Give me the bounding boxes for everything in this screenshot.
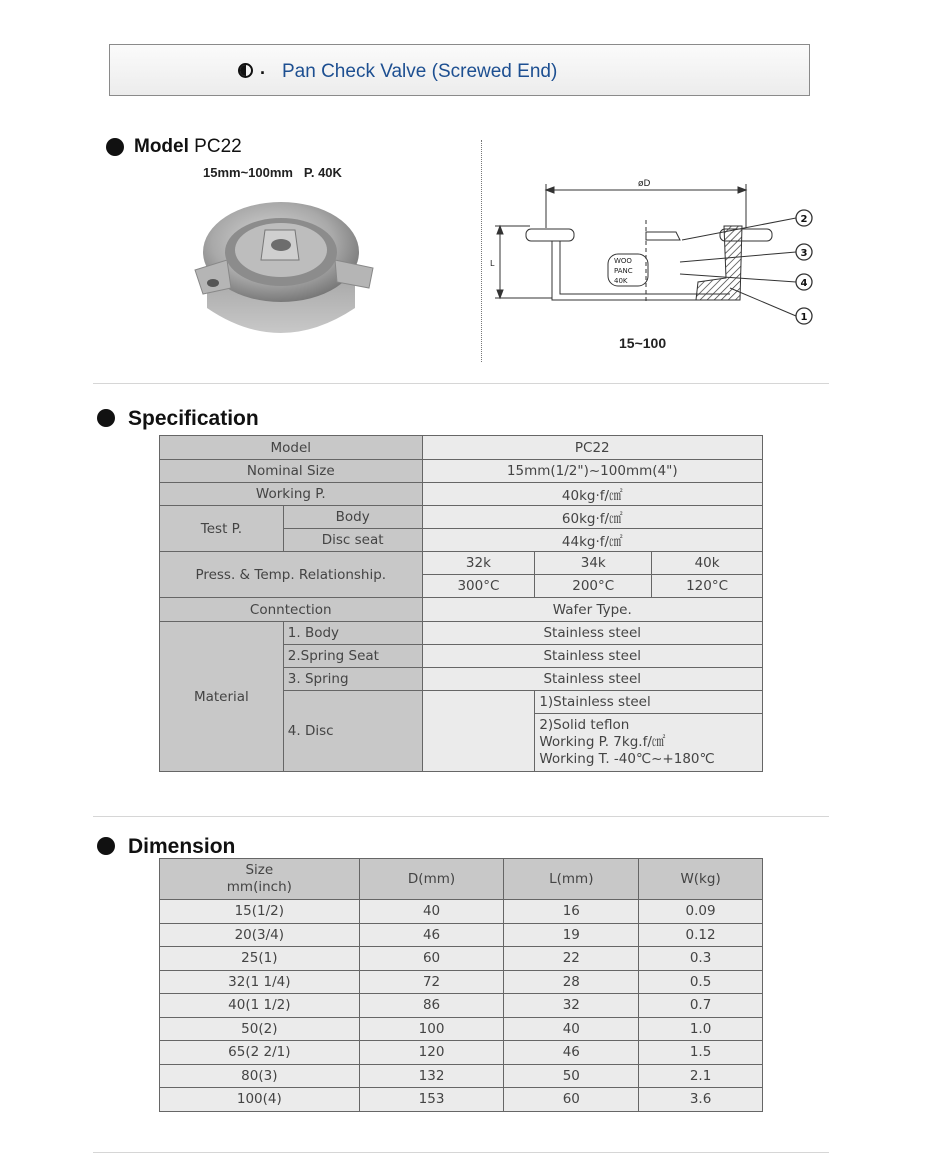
spec-working-p-value: 40kg·f/㎠ [422, 483, 762, 506]
spec-pressure-3: 40k [652, 552, 763, 575]
spec-connection-value: Wafer Type. [422, 598, 762, 622]
spec-material-body-label: 1. Body [283, 622, 422, 645]
dim-cell-l: 40 [504, 1017, 639, 1041]
dim-cell-size: 100(4) [160, 1088, 360, 1112]
spec-material-disc-blank [422, 691, 535, 772]
table-row [160, 900, 763, 924]
dim-cell-w: 2.1 [639, 1064, 763, 1088]
disc-option-2-line-2: Working P. 7kg.f/㎠ [539, 734, 666, 750]
table-row [160, 923, 763, 947]
dim-cell-w: 1.0 [639, 1017, 763, 1041]
spec-material-spring-seat-label: 2.Spring Seat [283, 645, 422, 668]
table-header-row [160, 859, 763, 900]
model-label: Model [134, 136, 189, 157]
bullet-icon [106, 138, 124, 156]
dim-cell-d: 72 [359, 970, 504, 994]
dim-cell-l: 32 [504, 994, 639, 1018]
callout-1: 1 [800, 312, 808, 323]
spec-material-spring-value: Stainless steel [422, 668, 762, 691]
bullet-icon [97, 837, 115, 855]
dim-cell-size: 15(1/2) [160, 900, 360, 924]
banner-prefix: . [260, 58, 266, 78]
table-row [160, 552, 763, 575]
valve-photo [185, 190, 385, 350]
dimension-table-body [160, 900, 763, 1112]
spec-disc-option-2 [535, 714, 763, 772]
dim-cell-w: 3.6 [639, 1088, 763, 1112]
dim-cell-size: 20(3/4) [160, 923, 360, 947]
dim-header-size [160, 859, 360, 900]
specification-table [159, 435, 763, 772]
dim-cell-w: 1.5 [639, 1041, 763, 1065]
dim-cell-d: 100 [359, 1017, 504, 1041]
table-row [160, 1017, 763, 1041]
dim-header-d: D(mm) [359, 859, 504, 900]
dim-cell-l: 50 [504, 1064, 639, 1088]
spec-test-body-value: 60kg·f/㎠ [422, 506, 762, 529]
dim-cell-w: 0.12 [639, 923, 763, 947]
dim-cell-w: 0.3 [639, 947, 763, 971]
dim-cell-size: 25(1) [160, 947, 360, 971]
dim-cell-d: 153 [359, 1088, 504, 1112]
bullet-icon [97, 409, 115, 427]
dim-l-label: L [490, 259, 495, 268]
valve-drawing [490, 170, 830, 360]
callout-4: 4 [800, 278, 808, 289]
spec-test-p-label: Test P. [160, 506, 284, 552]
spec-model-label: Model [160, 436, 423, 460]
dim-cell-d: 60 [359, 947, 504, 971]
dim-cell-l: 60 [504, 1088, 639, 1112]
spec-material-label: Material [160, 622, 284, 772]
spec-nominal-size-label: Nominal Size [160, 460, 423, 483]
model-pressure: P. 40K [303, 165, 342, 180]
spec-test-disc-value: 44kg·f/㎠ [422, 529, 762, 552]
table-row [160, 483, 763, 506]
model-subtitle [203, 165, 342, 180]
dim-cell-d: 46 [359, 923, 504, 947]
dim-cell-size: 50(2) [160, 1017, 360, 1041]
table-row [160, 994, 763, 1018]
spec-test-disc-label: Disc seat [283, 529, 422, 552]
table-row [160, 970, 763, 994]
spec-model-value: PC22 [422, 436, 762, 460]
table-row [160, 1041, 763, 1065]
spec-pressure-2: 34k [535, 552, 652, 575]
dim-cell-w: 0.5 [639, 970, 763, 994]
spec-connection-label: Conntection [160, 598, 423, 622]
dim-cell-l: 46 [504, 1041, 639, 1065]
table-row [160, 598, 763, 622]
section-divider [93, 1152, 829, 1153]
body-mark-3: 40K [614, 277, 628, 285]
dim-cell-size: 80(3) [160, 1064, 360, 1088]
body-mark-1: WOO [614, 257, 632, 265]
table-row [160, 622, 763, 645]
callout-3: 3 [800, 248, 808, 259]
specification-title: Specification [128, 407, 259, 430]
spec-material-spring-label: 3. Spring [283, 668, 422, 691]
dim-cell-w: 0.09 [639, 900, 763, 924]
dim-d-label: øD [638, 179, 651, 189]
spec-material-body-value: Stainless steel [422, 622, 762, 645]
callout-2: 2 [800, 214, 808, 225]
dim-cell-d: 40 [359, 900, 504, 924]
dim-cell-w: 0.7 [639, 994, 763, 1018]
spec-test-body-label: Body [283, 506, 422, 529]
spec-material-disc-label: 4. Disc [283, 691, 422, 772]
spec-temp-3: 120°C [652, 575, 763, 598]
section-divider [93, 383, 829, 384]
dimension-table [159, 858, 763, 1112]
page-title: Pan Check Valve (Screwed End) [282, 61, 558, 82]
table-row [160, 947, 763, 971]
body-mark-2: PANC [614, 267, 633, 275]
dim-header-size-line-1: Size [245, 862, 274, 878]
model-heading [134, 136, 242, 158]
disc-option-2-line-3: Working T. -40℃~+180℃ [539, 751, 715, 767]
spec-material-spring-seat-value: Stainless steel [422, 645, 762, 668]
half-circle-icon [238, 63, 253, 78]
spec-temp-1: 300°C [422, 575, 535, 598]
dim-cell-size: 32(1 1/4) [160, 970, 360, 994]
separator-line [481, 140, 482, 362]
table-row [160, 1088, 763, 1112]
spec-nominal-size-value: 15mm(1/2")~100mm(4") [422, 460, 762, 483]
spec-disc-option-1: 1)Stainless steel [535, 691, 763, 714]
spec-working-p-label: Working P. [160, 483, 423, 506]
table-row [160, 460, 763, 483]
spec-press-temp-label: Press. & Temp. Relationship. [160, 552, 423, 598]
dim-cell-size: 65(2 2/1) [160, 1041, 360, 1065]
dim-cell-l: 28 [504, 970, 639, 994]
section-divider [93, 816, 829, 817]
dim-header-size-line-2: mm(inch) [226, 879, 292, 895]
dim-cell-l: 16 [504, 900, 639, 924]
dim-cell-d: 86 [359, 994, 504, 1018]
dim-cell-size: 40(1 1/2) [160, 994, 360, 1018]
dim-cell-l: 19 [504, 923, 639, 947]
model-range: 15mm~100mm [203, 165, 293, 180]
title-banner [109, 44, 810, 96]
disc-option-2-line-1: 2)Solid teflon [539, 717, 630, 733]
dim-cell-d: 120 [359, 1041, 504, 1065]
table-row [160, 1064, 763, 1088]
dim-header-w: W(kg) [639, 859, 763, 900]
spec-pressure-1: 32k [422, 552, 535, 575]
drawing-range-label: 15~100 [619, 335, 667, 351]
spec-temp-2: 200°C [535, 575, 652, 598]
dim-cell-l: 22 [504, 947, 639, 971]
dim-header-l: L(mm) [504, 859, 639, 900]
table-row [160, 436, 763, 460]
table-row [160, 506, 763, 529]
dim-cell-d: 132 [359, 1064, 504, 1088]
model-name: PC22 [194, 136, 242, 157]
dimension-title: Dimension [128, 835, 236, 858]
